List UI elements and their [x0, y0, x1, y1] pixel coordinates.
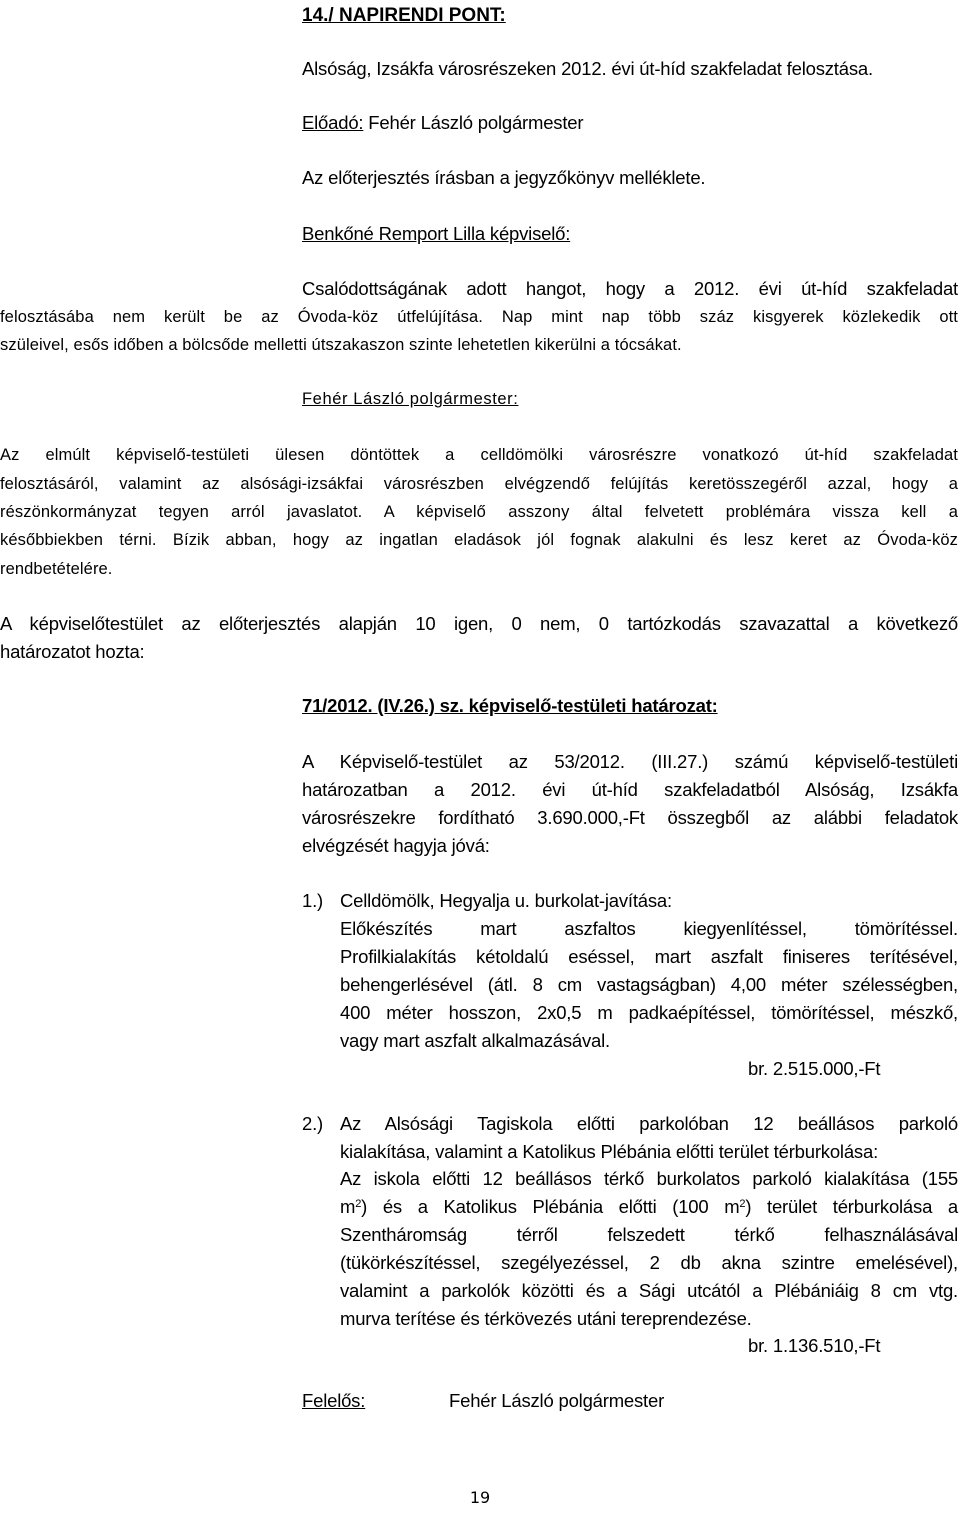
speaker1-line: szüleivel, esős időben a bölcsőde melletti útszakaszon szinte lehetetlen kikerülni a tócsákat.	[0, 336, 682, 354]
proposal-note: Az előterjesztés írásban a jegyzőkönyv melléklete.	[302, 167, 706, 188]
page-number: 19	[469, 1488, 491, 1507]
item2-amount: br. 1.136.510,-Ft	[748, 1335, 881, 1356]
agenda-subject: Alsóság, Izsákfa városrészeken 2012. évi út-híd szakfeladat felosztása.	[302, 58, 873, 79]
item1-line: vagy mart aszfalt alkalmazásával.	[340, 1030, 610, 1051]
item2-line: Az Alsósági Tagiskola előtti parkolóban 12 beállásos parkoló	[340, 1113, 958, 1134]
resolution-title: 71/2012. (IV.26.) sz. képviselő-testületi határozat:	[302, 695, 718, 716]
area-m: m	[340, 1196, 356, 1217]
area-text: ) és a Katolikus Plébánia előtti (100 m	[361, 1196, 740, 1217]
item1-line: Profilkialakítás kétoldalú eséssel, mart aszfalt finiseres terítésével,	[340, 946, 958, 967]
item2-number: 2.)	[302, 1113, 323, 1134]
responsible-label: Felelős:	[302, 1390, 366, 1411]
item1-number: 1.)	[302, 890, 323, 911]
item1-line: 400 méter hosszon, 2x0,5 m padkaépítéssel, tömörítéssel, mészkő,	[340, 1002, 958, 1023]
item2-line: Az iskola előtti 12 beállásos térkő burkolatos parkoló kialakítása (155	[340, 1168, 958, 1189]
vote-line: határozatot hozta:	[0, 641, 145, 662]
resolution-intro-line: határozatban a 2012. évi út-híd szakfeladatból Alsóság, Izsákfa	[302, 779, 958, 800]
speaker1-line: Csalódottságának adott hangot, hogy a 2012. évi út-híd szakfeladat	[302, 278, 958, 299]
agenda-presenter	[302, 111, 583, 135]
area-text: ) terület térburkolása a	[745, 1196, 958, 1217]
responsible-name: Fehér László polgármester	[449, 1390, 665, 1411]
item2-line-area	[340, 1195, 958, 1219]
item1-line: Előkészítés mart aszfaltos kiegyenlítéssel, tömörítéssel.	[340, 918, 958, 939]
speaker2-line: rendbetételére.	[0, 560, 113, 578]
resolution-intro-line: városrészekre fordítható 3.690.000,-Ft összegből az alábbi feladatok	[302, 807, 958, 828]
item1-title: Celldömölk, Hegyalja u. burkolat-javítása:	[340, 890, 672, 911]
item2-line: valamint a parkolók közötti és a Sági utcától a Plébániáig 8 cm vtg.	[340, 1280, 958, 1301]
item2-line: kialakítása, valamint a Katolikus Plébánia előtti terület térburkolása:	[340, 1141, 879, 1162]
agenda-heading: 14./ NAPIRENDI PONT:	[302, 5, 506, 26]
resolution-intro-line: elvégzését hagyja jóvá:	[302, 835, 490, 856]
vote-line: A képviselőtestület az előterjesztés alapján 10 igen, 0 nem, 0 tartózkodás szavazattal a következő	[0, 613, 958, 634]
resolution-intro-line: A Képviselő-testület az 53/2012. (III.27.) számú képviselő-testületi	[302, 751, 958, 772]
item1-line: behengerlésével (átl. 8 cm vastagságban) 4,00 méter szélességben,	[340, 974, 958, 995]
superscript: 2	[355, 1198, 362, 1210]
speaker2-line: későbbiekben térni. Bízik abban, hogy az ingatlan eladások jól fognak alakulni és lesz keret az Óvoda-köz	[0, 531, 958, 549]
speaker1-line: felosztásába nem került be az Óvoda-köz útfelújítása. Nap mint nap több száz kisgyerek közlekedik ott	[0, 308, 958, 326]
speaker2-name: Fehér László polgármester:	[302, 390, 519, 408]
speaker2-line: Az elmúlt képviselő-testületi ülesen döntöttek a celldömölki városrészre vonatkozó út-híd szakfeladat	[0, 446, 958, 464]
speaker2-line: részönkormányzat tegyen arról javaslatot. A képviselő asszony által felvetett problémára vissza kell a	[0, 503, 958, 521]
item2-line: Szentháromság térről felszedett térkő felhasználásával	[340, 1224, 958, 1245]
speaker1-name: Benkőné Remport Lilla képviselő:	[302, 223, 571, 244]
speaker2-line: felosztásáról, valamint az alsósági-izsákfai városrészben elvégzendő felújítás keretösszegéről azzal, hogy a	[0, 475, 958, 493]
presenter-label: Előadó:	[302, 112, 364, 133]
item2-line: murva terítése és térkövezés utáni tereprendezése.	[340, 1308, 752, 1329]
item2-line: (tükörkészítéssel, szegélyezéssel, 2 db akna szintre emelésével),	[340, 1252, 958, 1273]
item1-amount: br. 2.515.000,-Ft	[748, 1058, 881, 1079]
presenter-name: Fehér László polgármester	[363, 112, 584, 133]
superscript: 2	[739, 1198, 746, 1210]
